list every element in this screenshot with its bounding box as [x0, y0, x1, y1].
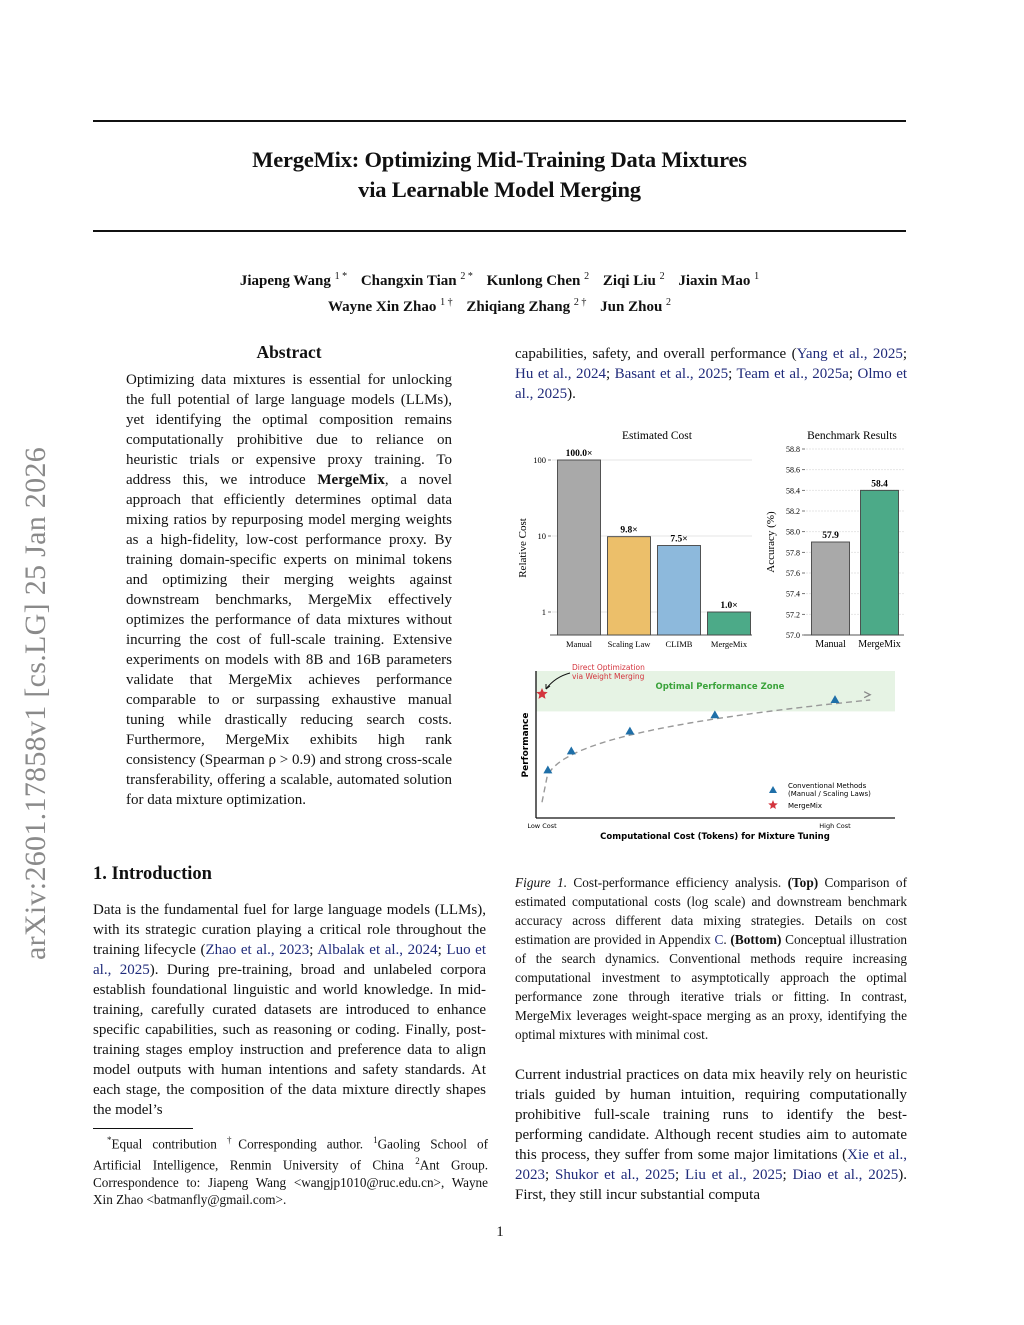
bar — [608, 537, 651, 635]
author: Jiaxin Mao $^1$ — [678, 271, 760, 289]
author: Wayne Xin Zhao $^{1 \dagger}$ — [327, 297, 453, 315]
citation-link[interactable]: Shukor et al., 2025 — [555, 1167, 675, 1183]
y-tick-label: 57.8 — [786, 548, 800, 558]
y-axis-label: Performance — [521, 712, 531, 778]
title-line-1: MergeMix: Optimizing Mid-Training Data Mixtures — [252, 147, 747, 172]
title-rule-top — [93, 120, 906, 122]
right-column-text-top: capabilities, safety, and overall performance (Yang et al., 2025; Hu et al., 2024; Basant et al., 2025; Team et al., 2025a; Olmo et al., 2025). — [515, 346, 908, 402]
author: Ziqi Liu $^2$ — [602, 271, 665, 289]
citation-link[interactable]: Team et al., 2025a — [736, 366, 849, 382]
bar-value-label: 58.4 — [871, 479, 888, 490]
paper-title — [93, 145, 906, 205]
citation-link[interactable]: Xie et al., 2023 — [515, 1147, 908, 1183]
legend-label: MergeMix — [788, 802, 822, 810]
section-heading-introduction: 1. Introduction — [93, 864, 212, 884]
page-number: 1 — [496, 1224, 504, 1240]
legend-label: (Manual / Scaling Laws) — [788, 790, 871, 798]
title-rule-bottom — [93, 230, 906, 232]
bar-value-label: 57.9 — [822, 531, 839, 541]
introduction-paragraph: Data is the fundamental fuel for large language models (LLMs), with its strategic curation playing a critical role throughout the training lifecycle (Zhao et al., 2023; Albalak et al., 2024; Luo et al., 2025). During pre-training, broad and unlabeled corpora establish foundational linguistic and world knowledge. In mid-training, carefully curated datasets are introduced to enhance specific capabilities, such as reasoning or coding. Finally, post-training stages employ instruction and preference data to align model outputs with human intentions and safety standards. At each stage, the composition of the data mixture directly shapes the model’s — [93, 902, 486, 1118]
bar — [708, 612, 751, 635]
y-tick-label: 57.2 — [786, 610, 800, 620]
annotation-line-2: via Weight Merging — [572, 672, 645, 681]
bar — [658, 545, 701, 635]
citation-link[interactable]: Albalak et al., 2024 — [317, 942, 438, 958]
citation-link[interactable]: Olmo et al., 2025 — [515, 366, 908, 402]
conventional-method-marker — [567, 747, 576, 755]
appendix-link[interactable]: C — [714, 932, 724, 947]
x-tick-label: High Cost — [819, 822, 851, 830]
chart-title: Benchmark Results — [807, 430, 897, 442]
citation-link[interactable]: Hu et al., 2024 — [515, 366, 606, 382]
x-axis-label: Computational Cost (Tokens) for Mixture Tuning — [600, 832, 830, 842]
author: Zhiqiang Zhang $^{2 \dagger}$ — [466, 297, 587, 315]
y-tick-label: 58.4 — [786, 486, 800, 496]
figure-caption: Figure 1. Cost-performance efficiency analysis. (Top) Comparison of estimated computational costs (log scale) and downstream benchmark accuracy across different data mixing strategies. Details on cost estimation are provided in Appendix C. (Bottom) Conceptual illustration of the search dynamics. Conventional methods require increasing computational investment to asymptotically approach the optimal performance zone through iterative trials or fitting. In contrast, MergeMix leverages weight-space merging as an proxy, identifying the optimal mixtures with minimal cost. — [515, 875, 907, 1042]
citation-link[interactable]: Luo et al., 2025 — [93, 942, 486, 978]
x-tick-label: MergeMix — [710, 639, 748, 649]
author: Changxin Tian $^{2 *}$ — [360, 271, 473, 289]
abstract-body: Optimizing data mixtures is essential for unlocking the full potential of large language models (LLMs), yet identifying the optimal composition remains computationally prohibitive due to reliance on heuristic trials or expensive proxy training. To address this, we introduce MergeMix, a novel approach that efficiently determines optimal data mixing ratios by repurposing model merging weights as a high-fidelity, low-cost performance proxy. By training domain-specific experts on minimal tokens and optimizing their merging weights against downstream benchmarks, MergeMix effectively optimizes the performance of data mixtures without incurring the cost of full-scale training. Extensive experiments on models with 8B and 16B parameters validate that MergeMix achieves performance comparable to or surpassing exhaustive manual tuning while drastically reducing search costs. Furthermore, MergeMix exhibits high rank consistency (Spearman ρ > 0.9) and strong cross-scale transferability, offering a scalable, automated solution for data mixture optimization. — [126, 372, 453, 808]
legend-star-icon — [768, 800, 778, 809]
citation-link[interactable]: Liu et al., 2025 — [684, 1167, 783, 1183]
citation-link[interactable]: Diao et al., 2025 — [792, 1167, 899, 1183]
chart-title: Estimated Cost — [622, 430, 692, 442]
x-tick-label: Manual — [566, 639, 592, 649]
abstract-heading: Abstract — [256, 342, 322, 362]
y-axis-label: Accuracy (%) — [765, 511, 777, 573]
y-tick-label: 58.0 — [786, 527, 800, 537]
bar — [558, 460, 601, 635]
bar-value-label: 1.0× — [720, 601, 738, 611]
x-tick-label: CLIMB — [665, 639, 693, 649]
x-tick-label: Manual — [815, 639, 846, 650]
arxiv-stamp: arXiv:2601.17858v1 [cs.LG] 25 Jan 2026 — [19, 447, 52, 960]
title-line-2: via Learnable Model Merging — [358, 177, 641, 202]
x-tick-label: Scaling Law — [607, 639, 651, 649]
y-tick-label: 58.6 — [786, 465, 800, 475]
zone-label: Optimal Performance Zone — [655, 682, 785, 692]
x-tick-label: MergeMix — [858, 639, 901, 650]
conventional-method-marker — [710, 710, 719, 718]
y-tick-label: 10 — [537, 531, 546, 541]
bar-value-label: 100.0× — [565, 449, 593, 459]
author: Jun Zhou $^2$ — [600, 297, 672, 315]
y-tick-label: 58.8 — [786, 445, 800, 454]
bar — [861, 490, 899, 635]
figure-1-bottom — [515, 655, 915, 850]
y-tick-label: 57.0 — [786, 631, 800, 640]
annotation-line-1: Direct Optimization — [572, 663, 645, 672]
bar-value-label: 9.8× — [620, 525, 638, 536]
bar-value-label: 7.5× — [670, 534, 688, 545]
legend-triangle-icon — [769, 786, 777, 793]
footnote: *Equal contribution †Corresponding author. $^1$Gaoling School of Artificial Intelligence, Renmin University of China $^2$Ant Group. Correspondence to: Jiapeng Wang <wangjp1010@ruc.edu.cn>, Wayne Xin Zhao <batmanfly@gmail.com>. — [93, 1135, 488, 1208]
y-axis-label: Relative Cost — [517, 518, 529, 578]
y-tick-label: 58.2 — [786, 507, 800, 516]
legend-label: Conventional Methods — [788, 782, 867, 790]
citation-link[interactable]: Basant et al., 2025 — [614, 366, 729, 382]
y-tick-label: 100 — [533, 455, 546, 465]
author-list — [93, 266, 906, 318]
right-column-text-body: Current industrial practices on data mix heavily rely on heuristic trials guided by human intuition, requiring computationally prohibitive full-scale training runs to identify the best-performing candidate. Although recent studies aim to automate this process, they suffer from some major limitations (Xie et al., 2023; Shukor et al., 2025; Liu et al., 2025; Diao et al., 2025). First, they still incur substantial computa — [515, 1067, 908, 1203]
y-tick-label: 57.4 — [786, 589, 800, 599]
author: Kunlong Chen $^2$ — [486, 271, 590, 289]
y-tick-label: 1 — [541, 607, 546, 617]
citation-link[interactable]: Zhao et al., 2023 — [205, 942, 310, 958]
footnote-rule — [93, 1128, 193, 1129]
figure-1-top — [512, 420, 912, 655]
x-tick-label: Low Cost — [527, 822, 557, 830]
author: Jiapeng Wang $^{1 *}$ — [239, 271, 348, 289]
citation-link[interactable]: Yang et al., 2025 — [796, 346, 903, 362]
conventional-method-marker — [625, 727, 634, 735]
y-tick-label: 57.6 — [786, 569, 800, 578]
bar — [812, 542, 850, 635]
